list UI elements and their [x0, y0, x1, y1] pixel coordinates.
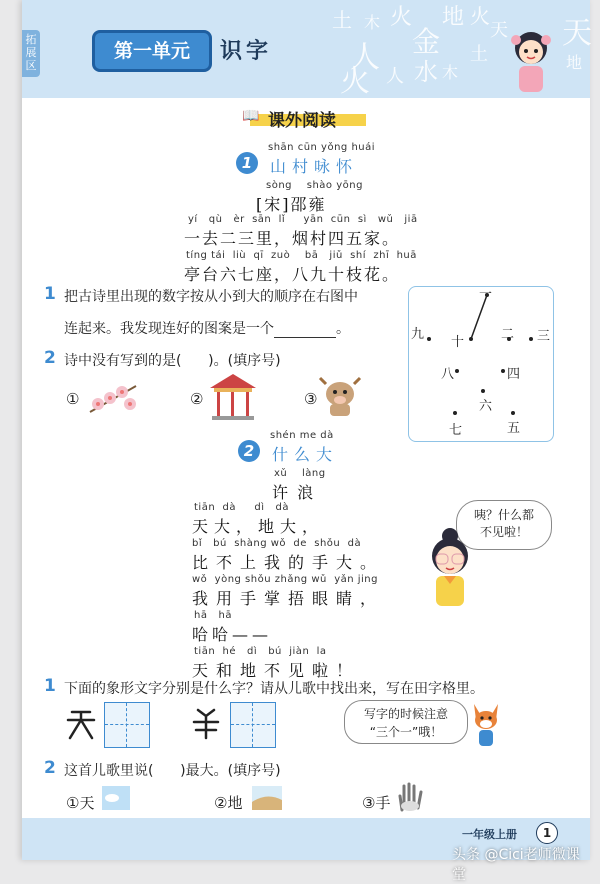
answer-blank[interactable]: [274, 337, 336, 338]
bg-char: 土: [470, 44, 488, 65]
bg-char: 金: [412, 25, 441, 58]
number-one: 一: [479, 287, 493, 302]
poem-line-pinyin: wǒ yòng shǒu zhǎng wǔ yǎn jing: [192, 574, 378, 585]
author-pinyin: xǔ làng: [274, 468, 326, 479]
tianzige-writing-box[interactable]: [104, 702, 150, 748]
number-seven: 七: [449, 423, 463, 438]
page-header: [22, 0, 590, 98]
poem-line: 哈哈——: [192, 625, 273, 644]
girl-illustration: [506, 26, 556, 96]
poem-line: 一去二三里，烟村四五家。: [184, 229, 401, 248]
section-title: 课外阅读: [268, 111, 336, 131]
bg-char: 火: [470, 4, 490, 28]
unit-badge: 第一单元: [92, 30, 212, 72]
bg-char: 地: [442, 5, 465, 30]
pictograph-hand-icon: [190, 706, 220, 742]
cow-illustration: [318, 374, 362, 420]
bubble-line: 不见啦！: [479, 525, 528, 539]
poem-author: 许 浪: [272, 483, 316, 502]
tip-line: “三个一”哦！: [369, 725, 443, 739]
section-banner: [242, 106, 366, 131]
watermark: 头条 @Cici老师微课堂: [452, 847, 580, 883]
question-text: 下面的象形文字分别是什么字？请从儿歌中找出来，写在田字格里。: [64, 681, 484, 697]
bg-char: 水: [414, 58, 438, 86]
book-icon: 📖: [242, 108, 260, 124]
poem-line-pinyin: yí qù èr sān lǐ yān cūn sì wǔ jiā: [188, 214, 418, 225]
bg-char: 天: [490, 20, 508, 41]
poem-line-pinyin: tiān dà dì dà: [194, 502, 290, 513]
number-ten: 十: [451, 335, 465, 350]
bg-char: 木: [442, 63, 459, 82]
option-label: ③: [304, 390, 318, 408]
fox-illustration: [468, 700, 504, 750]
connect-lines: [409, 287, 553, 441]
poem-line-pinyin: bǐ bú shàng wǒ de shǒu dà: [192, 538, 362, 549]
poem-author: [宋]邵雍: [256, 195, 327, 214]
number-nine: 九: [411, 327, 425, 342]
flowers-illustration: [86, 378, 142, 418]
bg-char: 火: [390, 5, 413, 30]
option-label: ①天: [66, 794, 95, 812]
question-text: 这首儿歌里说( )最大。(填序号): [64, 763, 281, 779]
textbook-page: [22, 0, 592, 883]
sky-image: [102, 786, 130, 810]
poem-title-pinyin: shén me dà: [270, 430, 334, 441]
poem-line: 我用手掌捂眼睛，: [192, 589, 385, 608]
number-two: 二: [501, 327, 515, 342]
option-label: ②: [190, 390, 204, 408]
poem-line-pinyin: tíng tái liù qī zuò bā jiǔ shí zhī huā: [186, 250, 417, 261]
question-text: 把古诗里出现的数字按从小到大的顺序在右图中: [64, 289, 358, 305]
number-five: 五: [507, 421, 521, 436]
poem-number: 2: [238, 440, 260, 462]
number-four: 四: [507, 367, 521, 382]
poem-line: 亭台六七座，八九十枝花。: [184, 265, 401, 284]
poem-title: 什么大: [272, 445, 339, 464]
unit-title: 识字: [220, 39, 273, 64]
question-number: 2: [44, 758, 56, 778]
bg-char: 土: [332, 8, 352, 32]
bg-char: 天: [562, 16, 592, 51]
option-label: ①: [66, 390, 80, 408]
tianzige-writing-box[interactable]: [230, 702, 276, 748]
pavilion-illustration: [208, 372, 258, 422]
girl-covering-eyes-illustration: [420, 526, 480, 616]
bg-char: 地: [566, 53, 583, 72]
question-text-suffix: 。: [336, 321, 350, 337]
poem-line-pinyin: hā hā: [194, 610, 232, 621]
question-number: 1: [44, 676, 56, 696]
number-eight: 八: [441, 367, 455, 382]
question-number: 2: [44, 348, 56, 368]
question-text-prefix: 连起来。我发现连好的图案是一个: [64, 321, 274, 337]
bg-char: 火: [340, 64, 370, 99]
tip-bubble: [344, 700, 468, 744]
author-pinyin: sòng shào yōng: [266, 180, 363, 191]
land-image: [252, 786, 282, 810]
poem-line: 天大，地大，: [192, 517, 325, 536]
poem-title-pinyin: shān cūn yǒng huái: [268, 142, 376, 153]
question-text: [64, 318, 350, 338]
bg-char: 人: [386, 66, 404, 87]
bg-char: 人: [350, 40, 380, 75]
pictograph-sky-icon: [66, 706, 96, 740]
poem-line-pinyin: tiān hé dì bú jiàn la: [194, 646, 327, 657]
tip-line: 写字的时候注意: [363, 707, 448, 721]
poem-title: 山村咏怀: [270, 157, 359, 176]
side-tab: 拓展区: [22, 30, 40, 77]
poem-line: 比不上我的手大。: [192, 553, 385, 572]
option-label: ②地: [214, 794, 243, 812]
poem-line: 天和地不见啦！: [192, 661, 361, 680]
poem-number: 1: [236, 152, 258, 174]
page-number: 1: [536, 822, 558, 844]
option-label: ③手: [362, 794, 391, 812]
bubble-line: 咦？什么都: [473, 508, 534, 522]
bg-char: 木: [364, 13, 381, 32]
hand-image: [396, 782, 424, 812]
number-three: 三: [537, 329, 551, 344]
number-connect-box: [408, 286, 554, 442]
number-six: 六: [479, 399, 493, 414]
question-number: 1: [44, 284, 56, 304]
question-text: 诗中没有写到的是( )。(填序号): [64, 353, 281, 369]
grade-label: 一年级上册: [462, 828, 517, 841]
